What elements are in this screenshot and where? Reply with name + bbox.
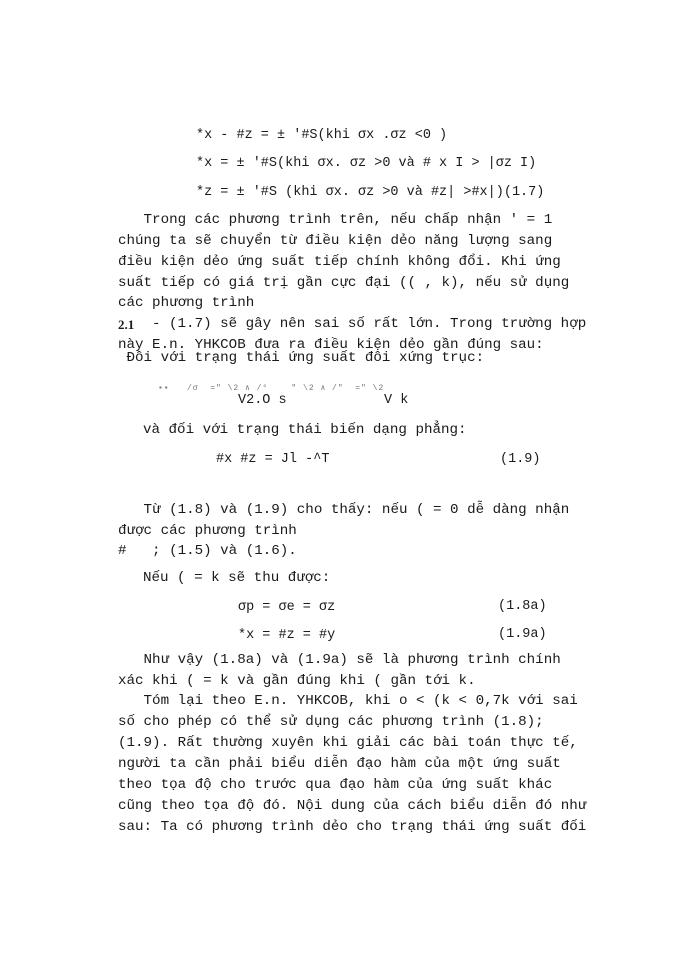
equation-1-8a-number: (1.8a) [498,599,547,614]
paragraph6-line-9: sau: Ta có phương trình dẻo cho trạng thái ứng suất đối [118,819,587,835]
paragraph6-line-1: Như vậy (1.8a) và (1.9a) sẽ là phương trình chính [118,652,561,668]
paragraph6-line-6: người ta cần phải biểu diễn đạo hàm của một ứng suất [118,756,561,772]
paragraph3: và đối với trạng thái biến dạng phẳng: [143,422,467,438]
equation-1-9a-number: (1.9a) [498,627,547,642]
paragraph4-line-3: # ; (1.5) và (1.6). [118,543,297,559]
paragraph4-line-1: Từ (1.8) và (1.9) cho thấy: nếu ( = 0 dễ dàng nhận [118,502,570,518]
equation-line-2: *x = ± '#S(khi σx. σz >0 và # x I > |σz I) [196,156,537,171]
section-label: 2.1 [118,317,135,332]
paragraph2-line-1: - (1.7) sẽ gây nên sai số rất lớn. Trong trường hợp [152,316,587,332]
paragraph1-line-5: các phương trình [118,295,255,311]
equation-1-9: #x #z = Jl -^T [216,452,330,467]
equation-line-1: *x - #z = ± '#S(khi σx .σz <0 ) [196,128,448,143]
paragraph6-line-2: xác khi ( = k và gần đúng khi ( gần tới k. [118,673,476,689]
equation-1-8a: σp = σe = σz [238,600,336,615]
paragraph5: Nếu ( = k sẽ thu được: [143,570,331,586]
paragraph6-line-5: (1.9). Rất thường xuyên khi giải các bài toán thực tế, [118,735,578,751]
paragraph4-line-2: được các phương trình [118,523,297,539]
paragraph6-line-7: theo tọa độ cho trước qua đạo hàm của ứng suất khác [118,777,553,793]
equation-1-8-left: V2.O s [238,393,287,408]
equation-1-9a: *x = #z = #y [238,628,336,643]
garbled-equation: ▪▪ /σ =" \2 ∧ /° " \2 ∧ /" =" \2 [158,384,385,393]
paragraph1-line-1: Trong các phương trình trên, nếu chấp nhận ' = 1 [118,212,553,228]
equation-1-9-number: (1.9) [500,452,541,467]
paragraph2-line-3: Đôi với trạng thái ứng suất đôi xứng trục: [118,350,485,366]
paragraph1-line-3: điều kiện dẻo ứng suất tiếp chính không đổi. Khi ứng [118,254,561,270]
paragraph6-line-3: Tóm lại theo E.n. YHKCOB, khi o < (k < 0,7k với sai [118,693,578,709]
paragraph1-line-4: suất tiếp có giá trị gần cực đại (( , k), nếu sử dụng [118,275,570,291]
paragraph6-line-4: số cho phép có thể sử dụng các phương trình (1.8); [118,714,544,730]
equation-1-8-right: V k [384,393,409,408]
paragraph2-line-2: này E.n. YHKCOB đưa ra điều kiện dẻo gần đúng sau: [118,337,544,353]
equation-line-3: *z = ± '#S (khi σx. σz >0 và #z| >#x|)(1.7) [196,185,545,200]
paragraph1-line-2: chúng ta sẽ chuyển từ điều kiện dẻo năng lượng sang [118,233,553,249]
paragraph6-line-8: cũng theo tọa độ đó. Nội dung của cách biểu diễn đó như [118,798,587,814]
